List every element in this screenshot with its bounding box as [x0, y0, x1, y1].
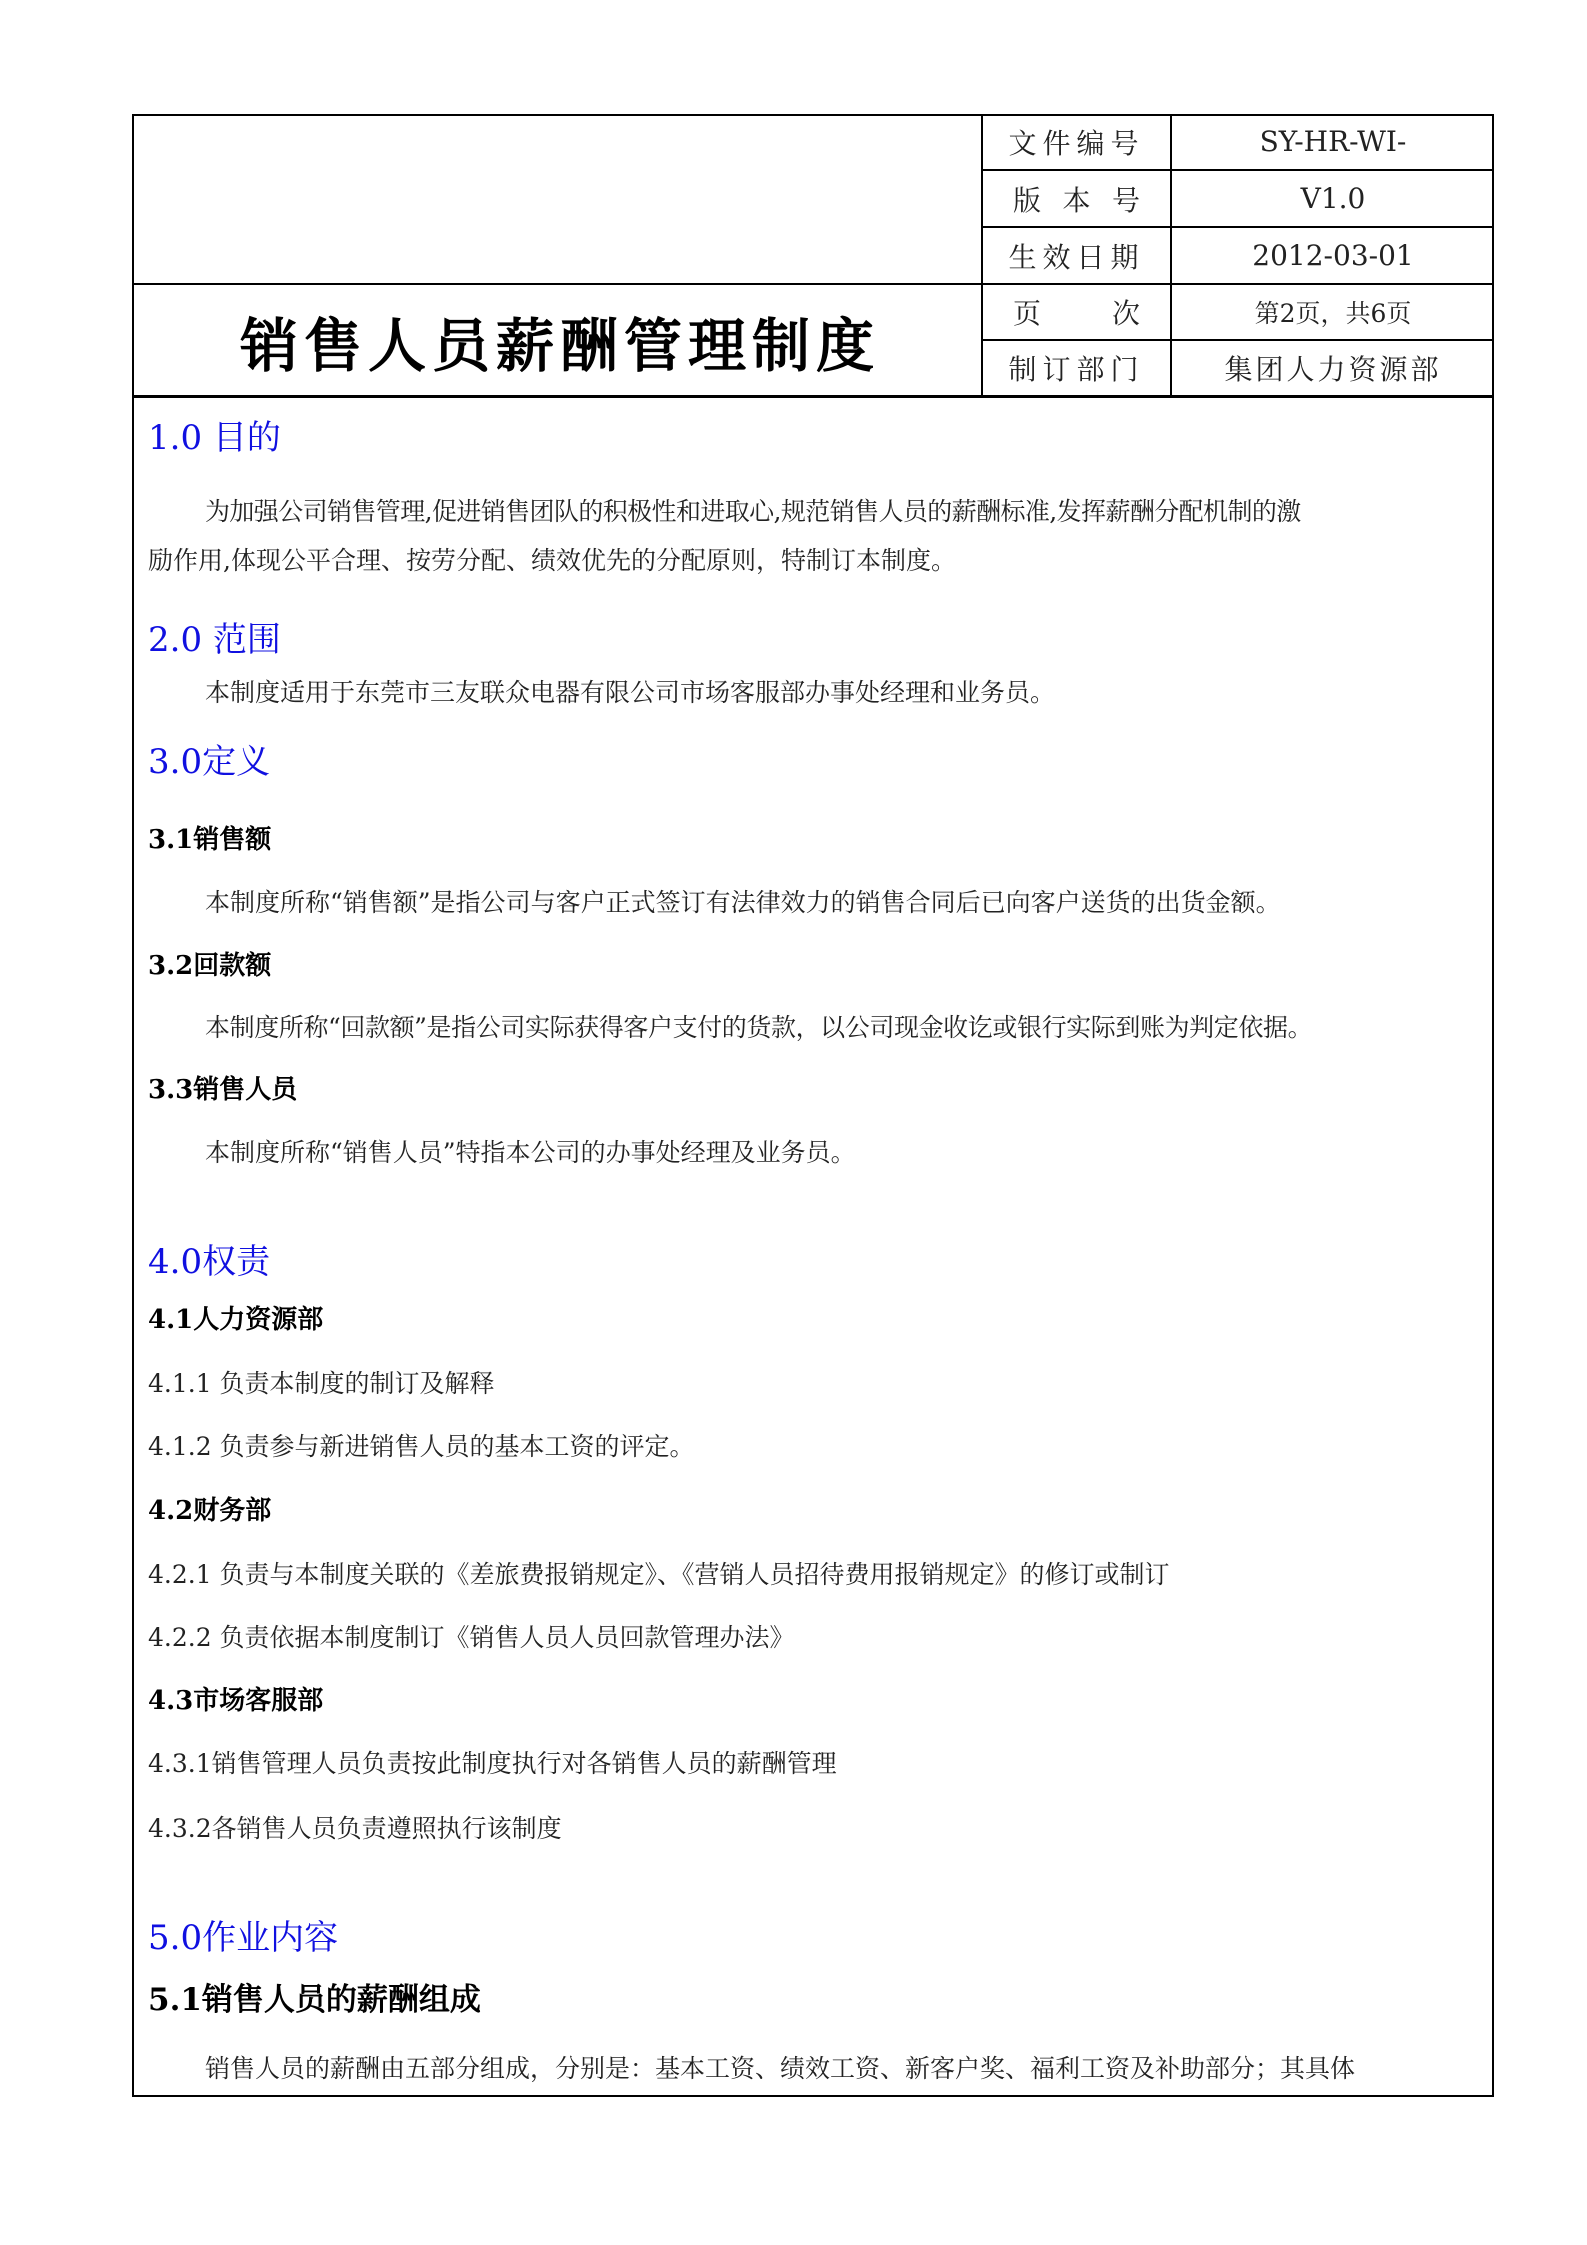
- section-heading-work-content: 5.0作业内容: [148, 1918, 339, 1958]
- label-char: 号: [1111, 183, 1140, 217]
- label-char: 页: [1013, 297, 1042, 330]
- label-page: [983, 285, 1170, 339]
- section-heading-definitions: 3.0定义: [148, 742, 271, 782]
- label-effective-date: 生效日期: [1008, 240, 1145, 274]
- subheading-payment-amount: 3.2回款额: [148, 951, 272, 981]
- subheading-finance: 4.2财务部: [148, 1496, 272, 1526]
- definition-sales-amount: 本制度所称“销售额”是指公司与客户正式签订有法律效力的销售合同后已向客户送货的出货金额。: [205, 888, 1281, 917]
- paragraph-salary-composition: 销售人员的薪酬由五部分组成，分别是：基本工资、绩效工资、新客户奖、福利工资及补助部分；其具体: [205, 2054, 1356, 2083]
- label-version: [983, 171, 1170, 226]
- label-char: 版: [1013, 183, 1042, 217]
- definition-payment-amount: 本制度所称“回款额”是指公司实际获得客户支付的货款，以公司现金收讫或银行实际到账为判定依据。: [205, 1013, 1313, 1042]
- paragraph-line: 为加强公司销售管理,促进销售团队的积极性和进取心,规范销售人员的薪酬标准,发挥薪酬分配机制的激: [205, 497, 1301, 526]
- section-heading-responsibilities: 4.0权责: [148, 1242, 271, 1282]
- section-heading-purpose: 1.0 目的: [148, 418, 281, 458]
- section-heading-scope: 2.0 范围: [148, 620, 281, 660]
- value-department: 集团人力资源部: [1224, 353, 1442, 386]
- subheading-sales-amount: 3.1销售额: [148, 825, 272, 855]
- paragraph-scope: 本制度适用于东莞市三友联众电器有限公司市场客服部办事处经理和业务员。: [205, 678, 1056, 707]
- value-page: 第2页，共6页: [1254, 299, 1412, 328]
- document-frame: [132, 114, 1494, 2097]
- definition-sales-staff: 本制度所称“销售人员”特指本公司的办事处经理及业务员。: [205, 1138, 856, 1167]
- subheading-salary-composition: 5.1销售人员的薪酬组成: [148, 1982, 481, 2018]
- subheading-hr: 4.1人力资源部: [148, 1305, 324, 1335]
- responsibility-item: 4.1.1 负责本制度的制订及解释: [148, 1369, 495, 1398]
- responsibility-item: 4.3.1销售管理人员负责按此制度执行对各销售人员的薪酬管理: [148, 1749, 837, 1778]
- responsibility-item: 4.2.2 负责依据本制度制订《销售人员人员回款管理办法》: [148, 1623, 795, 1652]
- value-version: V1.0: [1300, 182, 1366, 215]
- responsibility-item: 4.2.1 负责与本制度关联的《差旅费报销规定》、《营销人员招待费用报销规定》的修订或制订: [148, 1560, 1170, 1589]
- responsibility-item: 4.1.2 负责参与新进销售人员的基本工资的评定。: [148, 1432, 695, 1461]
- label-department: 制订部门: [1008, 353, 1145, 386]
- responsibility-item: 4.3.2各销售人员负责遵照执行该制度: [148, 1814, 562, 1843]
- subheading-marketing-service: 4.3市场客服部: [148, 1686, 324, 1716]
- document-title: 销售人员薪酬管理制度: [239, 312, 880, 380]
- label-doc-number: 文件编号: [1008, 126, 1145, 160]
- label-char: 次: [1111, 297, 1140, 330]
- subheading-sales-staff: 3.3销售人员: [148, 1075, 298, 1105]
- paragraph-line: 励作用,体现公平合理、按劳分配、绩效优先的分配原则，特制订本制度。: [148, 546, 956, 575]
- value-doc-number: SY-HR-WI-: [1259, 125, 1407, 158]
- value-effective-date: 2012-03-01: [1252, 239, 1414, 272]
- label-char: 本: [1062, 183, 1091, 217]
